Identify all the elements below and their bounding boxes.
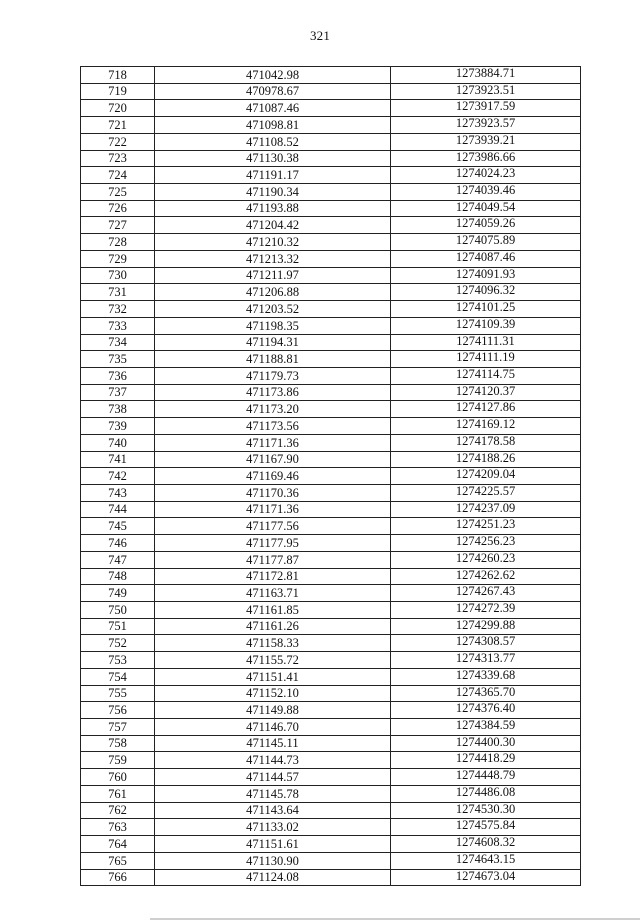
- x-coordinate-cell: 471149.88: [155, 702, 391, 719]
- point-number-cell: 722: [81, 133, 155, 150]
- y-coordinate-cell: 1274114.75: [391, 367, 581, 384]
- table-row: [81, 802, 581, 819]
- table-row: [81, 267, 581, 284]
- table-row: [81, 468, 581, 485]
- table-row: [81, 184, 581, 201]
- point-number-cell: 728: [81, 234, 155, 251]
- table-row: [81, 317, 581, 334]
- x-coordinate-cell: 471158.33: [155, 635, 391, 652]
- y-coordinate-cell: 1274024.23: [391, 167, 581, 184]
- x-coordinate-cell: 471206.88: [155, 284, 391, 301]
- y-coordinate-cell: 1274256.23: [391, 535, 581, 552]
- point-number-cell: 748: [81, 568, 155, 585]
- x-coordinate-cell: 471188.81: [155, 351, 391, 368]
- y-coordinate-cell: 1274091.93: [391, 267, 581, 284]
- y-coordinate-cell: 1274575.84: [391, 819, 581, 836]
- table-row: [81, 819, 581, 836]
- table-row: [81, 217, 581, 234]
- x-coordinate-cell: 471179.73: [155, 367, 391, 384]
- y-coordinate-cell: 1273939.21: [391, 133, 581, 150]
- y-coordinate-cell: 1274111.31: [391, 334, 581, 351]
- table-row: [81, 334, 581, 351]
- point-number-cell: 746: [81, 535, 155, 552]
- x-coordinate-cell: 471203.52: [155, 301, 391, 318]
- y-coordinate-cell: 1274096.32: [391, 284, 581, 301]
- x-coordinate-cell: 471194.31: [155, 334, 391, 351]
- table-row: [81, 484, 581, 501]
- table-row: [81, 301, 581, 318]
- y-coordinate-cell: 1274673.04: [391, 869, 581, 886]
- x-coordinate-cell: 471145.78: [155, 785, 391, 802]
- y-coordinate-cell: 1274178.58: [391, 434, 581, 451]
- table-row: [81, 401, 581, 418]
- y-coordinate-cell: 1274608.32: [391, 836, 581, 853]
- table-row: [81, 150, 581, 167]
- point-number-cell: 745: [81, 518, 155, 535]
- x-coordinate-cell: 471173.56: [155, 418, 391, 435]
- point-number-cell: 756: [81, 702, 155, 719]
- y-coordinate-cell: 1274109.39: [391, 317, 581, 334]
- y-coordinate-cell: 1274237.09: [391, 501, 581, 518]
- x-coordinate-cell: 471204.42: [155, 217, 391, 234]
- point-number-cell: 730: [81, 267, 155, 284]
- table-row: [81, 100, 581, 117]
- point-number-cell: 760: [81, 769, 155, 786]
- point-number-cell: 752: [81, 635, 155, 652]
- point-number-cell: 739: [81, 418, 155, 435]
- table-row: [81, 602, 581, 619]
- point-number-cell: 763: [81, 819, 155, 836]
- point-number-cell: 765: [81, 852, 155, 869]
- coordinates-table-body: [81, 67, 581, 886]
- y-coordinate-cell: 1274272.39: [391, 602, 581, 619]
- y-coordinate-cell: 1274127.86: [391, 401, 581, 418]
- table-row: [81, 551, 581, 568]
- point-number-cell: 735: [81, 351, 155, 368]
- point-number-cell: 731: [81, 284, 155, 301]
- table-row: [81, 785, 581, 802]
- table-row: [81, 367, 581, 384]
- point-number-cell: 758: [81, 735, 155, 752]
- y-coordinate-cell: 1274075.89: [391, 234, 581, 251]
- table-row: [81, 351, 581, 368]
- x-coordinate-cell: 471152.10: [155, 685, 391, 702]
- x-coordinate-cell: 471151.41: [155, 668, 391, 685]
- x-coordinate-cell: 471210.32: [155, 234, 391, 251]
- x-coordinate-cell: 471130.38: [155, 150, 391, 167]
- y-coordinate-cell: 1274418.29: [391, 752, 581, 769]
- point-number-cell: 720: [81, 100, 155, 117]
- x-coordinate-cell: 471211.97: [155, 267, 391, 284]
- x-coordinate-cell: 471169.46: [155, 468, 391, 485]
- y-coordinate-cell: 1274486.08: [391, 785, 581, 802]
- table-row: [81, 234, 581, 251]
- table-row: [81, 67, 581, 84]
- x-coordinate-cell: 471124.08: [155, 869, 391, 886]
- point-number-cell: 757: [81, 719, 155, 736]
- point-number-cell: 741: [81, 451, 155, 468]
- x-coordinate-cell: 471190.34: [155, 184, 391, 201]
- table-row: [81, 836, 581, 853]
- table-row: [81, 652, 581, 669]
- table-row: [81, 451, 581, 468]
- y-coordinate-cell: 1274120.37: [391, 384, 581, 401]
- y-coordinate-cell: 1274039.46: [391, 184, 581, 201]
- y-coordinate-cell: 1274225.57: [391, 484, 581, 501]
- y-coordinate-cell: 1273917.59: [391, 100, 581, 117]
- point-number-cell: 764: [81, 836, 155, 853]
- x-coordinate-cell: 470978.67: [155, 83, 391, 100]
- point-number-cell: 719: [81, 83, 155, 100]
- point-number-cell: 755: [81, 685, 155, 702]
- x-coordinate-cell: 471143.64: [155, 802, 391, 819]
- point-number-cell: 761: [81, 785, 155, 802]
- point-number-cell: 727: [81, 217, 155, 234]
- point-number-cell: 734: [81, 334, 155, 351]
- point-number-cell: 729: [81, 250, 155, 267]
- y-coordinate-cell: 1274188.26: [391, 451, 581, 468]
- point-number-cell: 737: [81, 384, 155, 401]
- y-coordinate-cell: 1274111.19: [391, 351, 581, 368]
- table-row: [81, 284, 581, 301]
- point-number-cell: 718: [81, 67, 155, 84]
- point-number-cell: 744: [81, 501, 155, 518]
- table-row: [81, 685, 581, 702]
- table-row: [81, 434, 581, 451]
- point-number-cell: 723: [81, 150, 155, 167]
- point-number-cell: 751: [81, 618, 155, 635]
- x-coordinate-cell: 471167.90: [155, 451, 391, 468]
- table-row: [81, 752, 581, 769]
- x-coordinate-cell: 471171.36: [155, 501, 391, 518]
- y-coordinate-cell: 1274384.59: [391, 719, 581, 736]
- y-coordinate-cell: 1274251.23: [391, 518, 581, 535]
- page-number: 321: [309, 28, 331, 43]
- table-row: [81, 200, 581, 217]
- table-row: [81, 702, 581, 719]
- point-number-cell: 766: [81, 869, 155, 886]
- y-coordinate-cell: 1274313.77: [391, 652, 581, 669]
- y-coordinate-cell: 1273986.66: [391, 150, 581, 167]
- x-coordinate-cell: 471191.17: [155, 167, 391, 184]
- table-row: [81, 167, 581, 184]
- x-coordinate-cell: 471213.32: [155, 250, 391, 267]
- y-coordinate-cell: 1274400.30: [391, 735, 581, 752]
- table-row: [81, 852, 581, 869]
- x-coordinate-cell: 471173.86: [155, 384, 391, 401]
- y-coordinate-cell: 1274308.57: [391, 635, 581, 652]
- y-coordinate-cell: 1274087.46: [391, 250, 581, 267]
- x-coordinate-cell: 471146.70: [155, 719, 391, 736]
- y-coordinate-cell: 1274260.23: [391, 551, 581, 568]
- x-coordinate-cell: 471177.56: [155, 518, 391, 535]
- y-coordinate-cell: 1274299.88: [391, 618, 581, 635]
- table-row: [81, 83, 581, 100]
- table-row: [81, 869, 581, 886]
- x-coordinate-cell: 471087.46: [155, 100, 391, 117]
- table-row: [81, 535, 581, 552]
- table-row: [81, 635, 581, 652]
- point-number-cell: 721: [81, 117, 155, 134]
- table-row: [81, 735, 581, 752]
- y-coordinate-cell: 1274339.68: [391, 668, 581, 685]
- x-coordinate-cell: 471042.98: [155, 67, 391, 84]
- x-coordinate-cell: 471170.36: [155, 484, 391, 501]
- point-number-cell: 726: [81, 200, 155, 217]
- table-row: [81, 501, 581, 518]
- table-row: [81, 250, 581, 267]
- x-coordinate-cell: 471133.02: [155, 819, 391, 836]
- table-row: [81, 418, 581, 435]
- table-row: [81, 769, 581, 786]
- x-coordinate-cell: 471193.88: [155, 200, 391, 217]
- y-coordinate-cell: 1274448.79: [391, 769, 581, 786]
- y-coordinate-cell: 1274365.70: [391, 685, 581, 702]
- table-row: [81, 568, 581, 585]
- x-coordinate-cell: 471173.20: [155, 401, 391, 418]
- y-coordinate-cell: 1274376.40: [391, 702, 581, 719]
- x-coordinate-cell: 471130.90: [155, 852, 391, 869]
- x-coordinate-cell: 471177.87: [155, 551, 391, 568]
- table-row: [81, 668, 581, 685]
- table-row: [81, 384, 581, 401]
- y-coordinate-cell: 1274209.04: [391, 468, 581, 485]
- point-number-cell: 724: [81, 167, 155, 184]
- x-coordinate-cell: 471155.72: [155, 652, 391, 669]
- table-row: [81, 518, 581, 535]
- x-coordinate-cell: 471172.81: [155, 568, 391, 585]
- table-row: [81, 618, 581, 635]
- x-coordinate-cell: 471161.85: [155, 602, 391, 619]
- y-coordinate-cell: 1273923.51: [391, 83, 581, 100]
- x-coordinate-cell: 471163.71: [155, 585, 391, 602]
- x-coordinate-cell: 471161.26: [155, 618, 391, 635]
- point-number-cell: 759: [81, 752, 155, 769]
- table-row: [81, 133, 581, 150]
- point-number-cell: 725: [81, 184, 155, 201]
- point-number-cell: 733: [81, 317, 155, 334]
- y-coordinate-cell: 1273884.71: [391, 67, 581, 84]
- x-coordinate-cell: 471198.35: [155, 317, 391, 334]
- y-coordinate-cell: 1273923.57: [391, 117, 581, 134]
- x-coordinate-cell: 471171.36: [155, 434, 391, 451]
- point-number-cell: 749: [81, 585, 155, 602]
- x-coordinate-cell: 471177.95: [155, 535, 391, 552]
- point-number-cell: 736: [81, 367, 155, 384]
- x-coordinate-cell: 471108.52: [155, 133, 391, 150]
- point-number-cell: 742: [81, 468, 155, 485]
- table-row: [81, 117, 581, 134]
- x-coordinate-cell: 471145.11: [155, 735, 391, 752]
- point-number-cell: 750: [81, 602, 155, 619]
- point-number-cell: 754: [81, 668, 155, 685]
- point-number-cell: 740: [81, 434, 155, 451]
- x-coordinate-cell: 471151.61: [155, 836, 391, 853]
- y-coordinate-cell: 1274059.26: [391, 217, 581, 234]
- table-row: [81, 585, 581, 602]
- x-coordinate-cell: 471144.57: [155, 769, 391, 786]
- point-number-cell: 747: [81, 551, 155, 568]
- x-coordinate-cell: 471098.81: [155, 117, 391, 134]
- table-row: [81, 719, 581, 736]
- y-coordinate-cell: 1274101.25: [391, 301, 581, 318]
- point-number-cell: 753: [81, 652, 155, 669]
- coordinates-table: [80, 66, 581, 886]
- y-coordinate-cell: 1274049.54: [391, 200, 581, 217]
- scan-edge-rule: [150, 918, 640, 920]
- point-number-cell: 762: [81, 802, 155, 819]
- y-coordinate-cell: 1274267.43: [391, 585, 581, 602]
- point-number-cell: 732: [81, 301, 155, 318]
- point-number-cell: 738: [81, 401, 155, 418]
- y-coordinate-cell: 1274643.15: [391, 852, 581, 869]
- y-coordinate-cell: 1274530.30: [391, 802, 581, 819]
- point-number-cell: 743: [81, 484, 155, 501]
- x-coordinate-cell: 471144.73: [155, 752, 391, 769]
- y-coordinate-cell: 1274262.62: [391, 568, 581, 585]
- y-coordinate-cell: 1274169.12: [391, 418, 581, 435]
